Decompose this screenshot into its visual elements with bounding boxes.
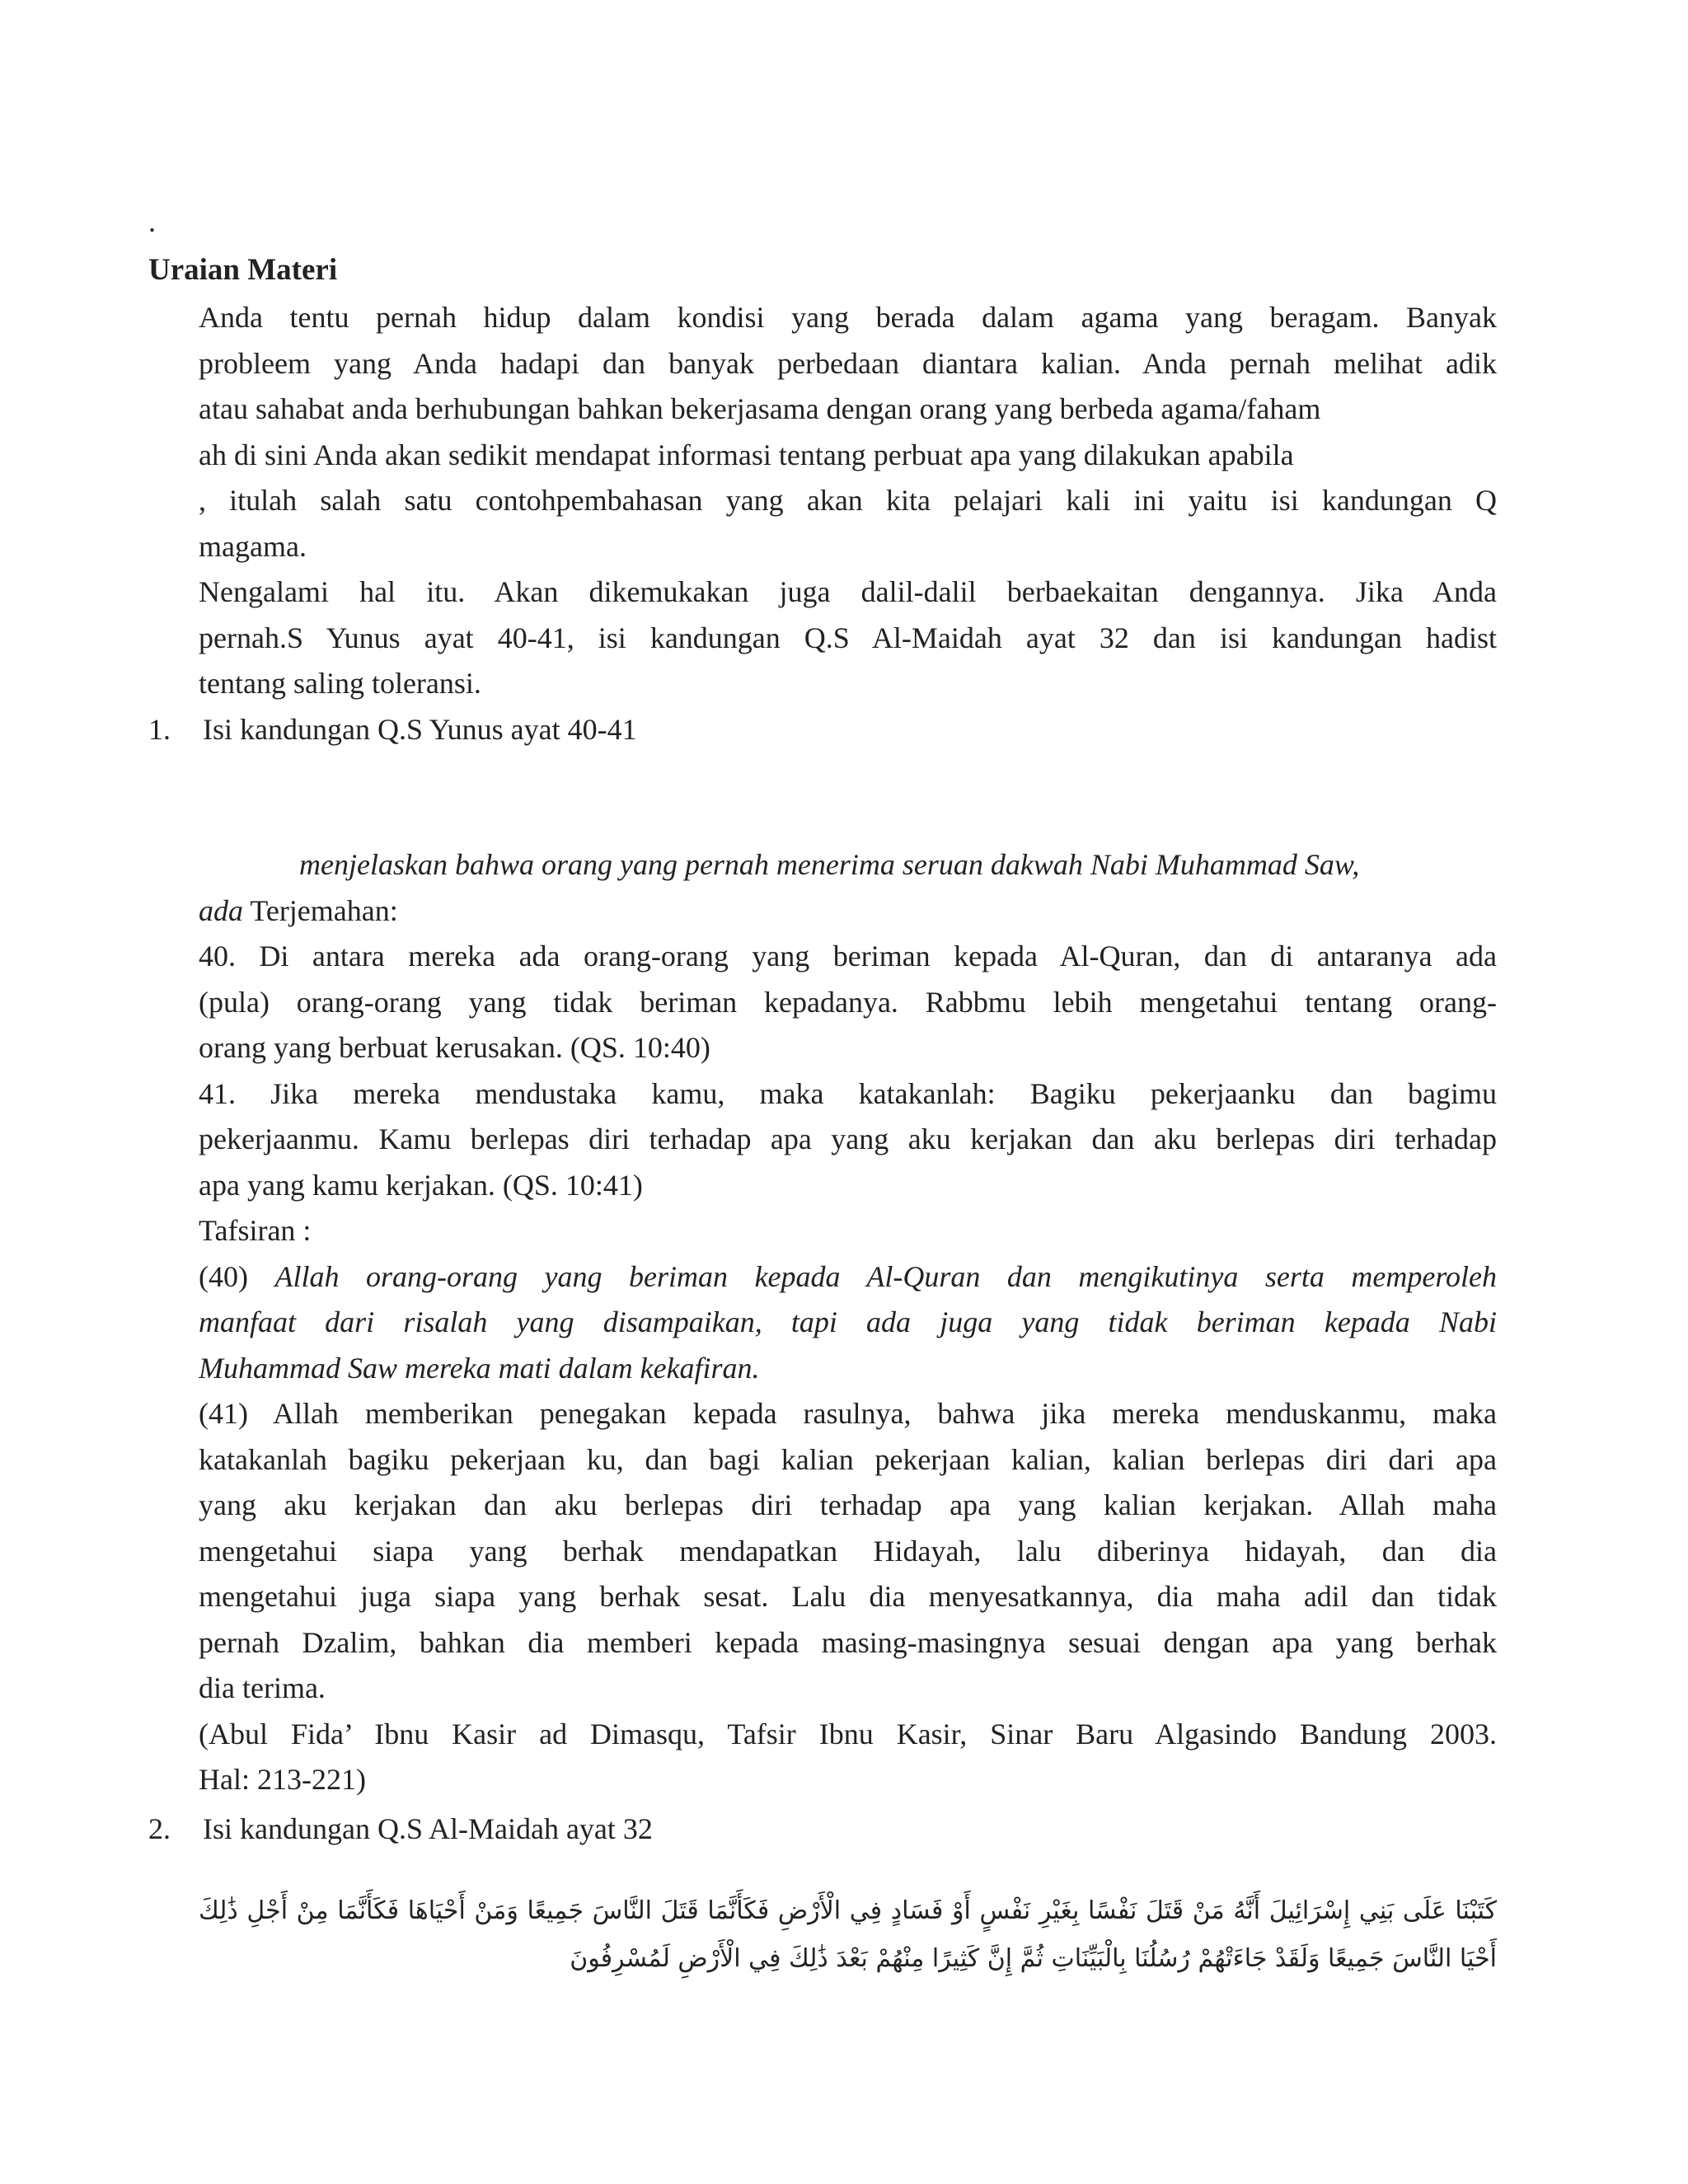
translation-section xyxy=(199,842,1497,1803)
tafsir-41-line: mengetahui juga siapa yang berhak sesat. Lalu dia menyesatkannya, dia maha adil dan tidak xyxy=(199,1580,1497,1613)
list-number: 2. xyxy=(148,1812,171,1845)
tafsir-41-line: mengetahui siapa yang berhak mendapatkan Hidayah, lalu diberinya hidayah, dan dia xyxy=(199,1534,1497,1568)
verse-41-line: pekerjaanmu. Kamu berlepas diri terhadap apa yang aku kerjakan dan aku berlepas diri terhadap xyxy=(199,1122,1497,1155)
intro-line: Anda tentu pernah hidup dalam kondisi yang berada dalam agama yang beragam. Banyak xyxy=(199,301,1497,334)
list-number: 1. xyxy=(148,713,171,746)
intro-line: tentang saling toleransi. xyxy=(199,667,481,700)
intro-line: atau sahabat anda berhubungan bahkan bekerjasama dengan orang yang berbeda agama/faham xyxy=(199,392,1321,425)
citation-line: Hal: 213-221) xyxy=(199,1763,366,1796)
list-item-title: Isi kandungan Q.S Yunus ayat 40-41 xyxy=(203,713,637,746)
tafsir-40-text: Allah orang-orang yang beriman kepada Al-Quran dan mengikutinya serta memperoleh xyxy=(274,1259,1498,1293)
tafsir-40-line: manfaat dari risalah yang disampaikan, tapi ada juga yang tidak beriman kepada Nabi xyxy=(199,1305,1497,1338)
terjemahan-row xyxy=(199,888,1497,935)
list-item-1 xyxy=(148,707,637,753)
arabic-line: كَتَبْنَا عَلَى بَنِي إِسْرَائِيلَ أَنَّهُ مَنْ قَتَلَ نَفْسًا بِغَيْرِ نَفْسٍ أَوْ فَسَادٍ فِي الْأَرْضِ فَكَأَنَّمَا قَتَلَ النَّاسَ جَمِيعًا وَمَنْ أَحْيَاهَا فَكَأَنَّمَا مِنْ أَجْلِ ذَٰلِكَ xyxy=(199,1896,1497,1925)
tafsir-41-line: pernah Dzalim, bahkan dia memberi kepada masing-masingnya sesuai dengan apa yang berhak xyxy=(199,1625,1497,1659)
intro-line: pernah.S Yunus ayat 40-41, isi kandungan Q.S Al-Maidah ayat 32 dan isi kandungan hadist xyxy=(199,621,1497,654)
tafsir-41-line: (41) Allah memberikan penegakan kepada rasulnya, bahwa jika mereka menduskanmu, maka xyxy=(199,1397,1497,1430)
intro-line: magama. xyxy=(199,529,307,563)
terjemahan-label: Terjemahan: xyxy=(250,893,398,927)
tafsir-41-line: dia terima. xyxy=(199,1671,326,1704)
intro-line: ah di sini Anda akan sedikit mendapat informasi tentang perbuat apa yang dilakukan apabila xyxy=(199,438,1294,471)
verse-40-line: (pula) orang-orang yang tidak beriman kepadanya. Rabbmu lebih mengetahui tentang orang- xyxy=(199,985,1497,1019)
verse-40-line: orang yang berbuat kerusakan. (QS. 10:40) xyxy=(199,1031,710,1064)
section-heading: Uraian Materi xyxy=(148,253,338,287)
citation-line: (Abul Fida’ Ibnu Kasir ad Dimasqu, Tafsir Ibnu Kasir, Sinar Baru Algasindo Bandung 2003. xyxy=(199,1717,1497,1750)
italic-intro-line: menjelaskan bahwa orang yang pernah menerima seruan dakwah Nabi Muhammad Saw, xyxy=(299,848,1360,881)
list-item-title: Isi kandungan Q.S Al-Maidah ayat 32 xyxy=(203,1812,653,1845)
intro-line: Nengalami hal itu. Akan dikemukakan juga dalil-dalil berbaekaitan dengannya. Jika Anda xyxy=(199,575,1497,608)
list-item-2 xyxy=(148,1807,653,1853)
intro-line: , itulah salah satu contohpembahasan yang akan kita pelajari kali ini yaitu isi kandungan Q xyxy=(199,484,1497,517)
tafsir-40-prefix: (40) xyxy=(199,1259,248,1293)
tafsiran-label: Tafsiran : xyxy=(199,1214,312,1247)
italic-intro-word: ada xyxy=(199,893,243,927)
tafsir-40-line: Muhammad Saw mereka mati dalam kekafiran. xyxy=(199,1351,760,1385)
tafsir-40-line xyxy=(199,1254,1497,1301)
intro-line: probleem yang Anda hadapi dan banyak perbedaan diantara kalian. Anda pernah melihat adik xyxy=(199,346,1497,380)
verse-40-line: 40. Di antara mereka ada orang-orang yang beriman kepada Al-Quran, dan di antaranya ada xyxy=(199,940,1497,972)
arabic-verse xyxy=(199,1887,1497,1983)
tafsir-41-line: katakanlah bagiku pekerjaan ku, dan bagi kalian pekerjaan kalian, kalian berlepas diri dari apa xyxy=(199,1442,1497,1476)
tafsir-41-line: yang aku kerjakan dan aku berlepas diri terhadap apa yang kalian kerjakan. Allah maha xyxy=(199,1488,1497,1521)
verse-41-line: apa yang kamu kerjakan. (QS. 10:41) xyxy=(199,1168,643,1202)
arabic-line: أَحْيَا النَّاسَ جَمِيعًا وَلَقَدْ جَاءَتْهُمْ رُسُلُنَا بِالْبَيِّنَاتِ ثُمَّ إِنَّ كَثِيرًا مِنْهُمْ بَعْدَ ذَٰلِكَ فِي الْأَرْضِ لَمُسْرِفُونَ xyxy=(570,1944,1497,1973)
stray-dot: . xyxy=(148,205,156,238)
verse-41-line: 41. Jika mereka mendustaka kamu, maka katakanlah: Bagiku pekerjaanku dan bagimu xyxy=(199,1076,1497,1110)
intro-paragraph xyxy=(199,295,1497,707)
